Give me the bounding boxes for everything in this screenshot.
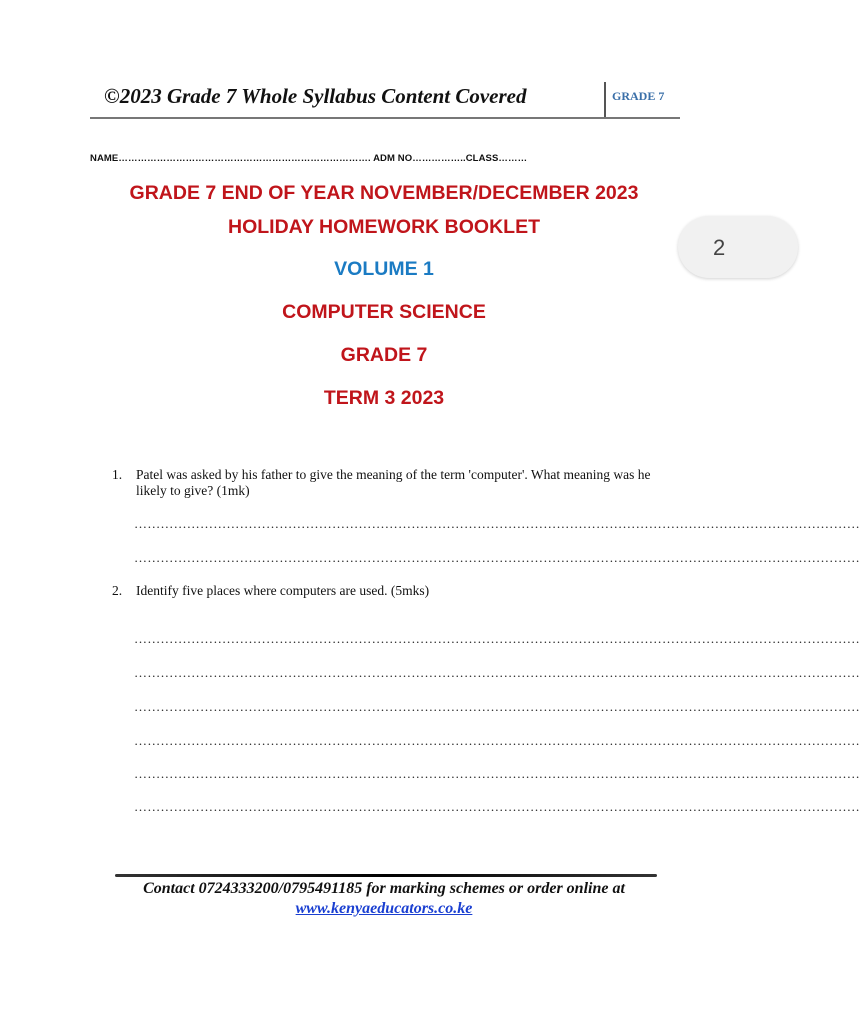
question-1: [112, 467, 672, 499]
title-exam: GRADE 7 END OF YEAR NOVEMBER/DECEMBER 2023: [129, 182, 639, 204]
page-number: 2: [713, 235, 726, 260]
question-number: 2.: [112, 583, 123, 598]
title-booklet: HOLIDAY HOMEWORK BOOKLET: [227, 216, 540, 238]
title-term: TERM 3 2023: [323, 387, 445, 409]
page-number-badge: [678, 216, 798, 278]
answer-line: …………………………………………………………………………………………………………………………………………………: [134, 550, 860, 565]
title-grade: GRADE 7: [340, 344, 428, 366]
header-grade-label: GRADE 7: [612, 89, 665, 103]
answer-line: …………………………………………………………………………………………………………………………………………………: [134, 766, 860, 781]
answer-line: …………………………………………………………………………………………………………………………………………………: [134, 799, 860, 814]
answer-line: …………………………………………………………………………………………………………………………………………………: [134, 665, 860, 680]
student-details-line: NAME……………………………………………………………………. ADM NO……………..CLASS………: [90, 153, 528, 164]
question-number: 1.: [112, 467, 123, 482]
footer-rule: [115, 874, 657, 877]
header-title: ©2023 Grade 7 Whole Syllabus Content Covered: [104, 84, 527, 108]
header-separator: [604, 82, 606, 119]
footer-website-link[interactable]: www.kenyaeducators.co.ke: [295, 900, 473, 917]
header-rule: [90, 117, 680, 119]
question-text: Identify five places where computers are used. (5mks): [136, 583, 430, 598]
answer-line: …………………………………………………………………………………………………………………………………………………: [134, 516, 860, 531]
answer-line: …………………………………………………………………………………………………………………………………………………: [134, 631, 860, 646]
answer-line: …………………………………………………………………………………………………………………………………………………: [134, 699, 860, 714]
title-volume: VOLUME 1: [334, 258, 434, 280]
question-2: [112, 583, 672, 599]
footer-contact: Contact 0724333200/0795491185 for marking schemes or order online at: [143, 880, 625, 897]
question-text: Patel was asked by his father to give the meaning of the term 'computer'. What meaning was he likely to give? (1mk): [136, 467, 651, 498]
answer-line: …………………………………………………………………………………………………………………………………………………: [134, 733, 860, 748]
title-subject: COMPUTER SCIENCE: [282, 301, 486, 323]
